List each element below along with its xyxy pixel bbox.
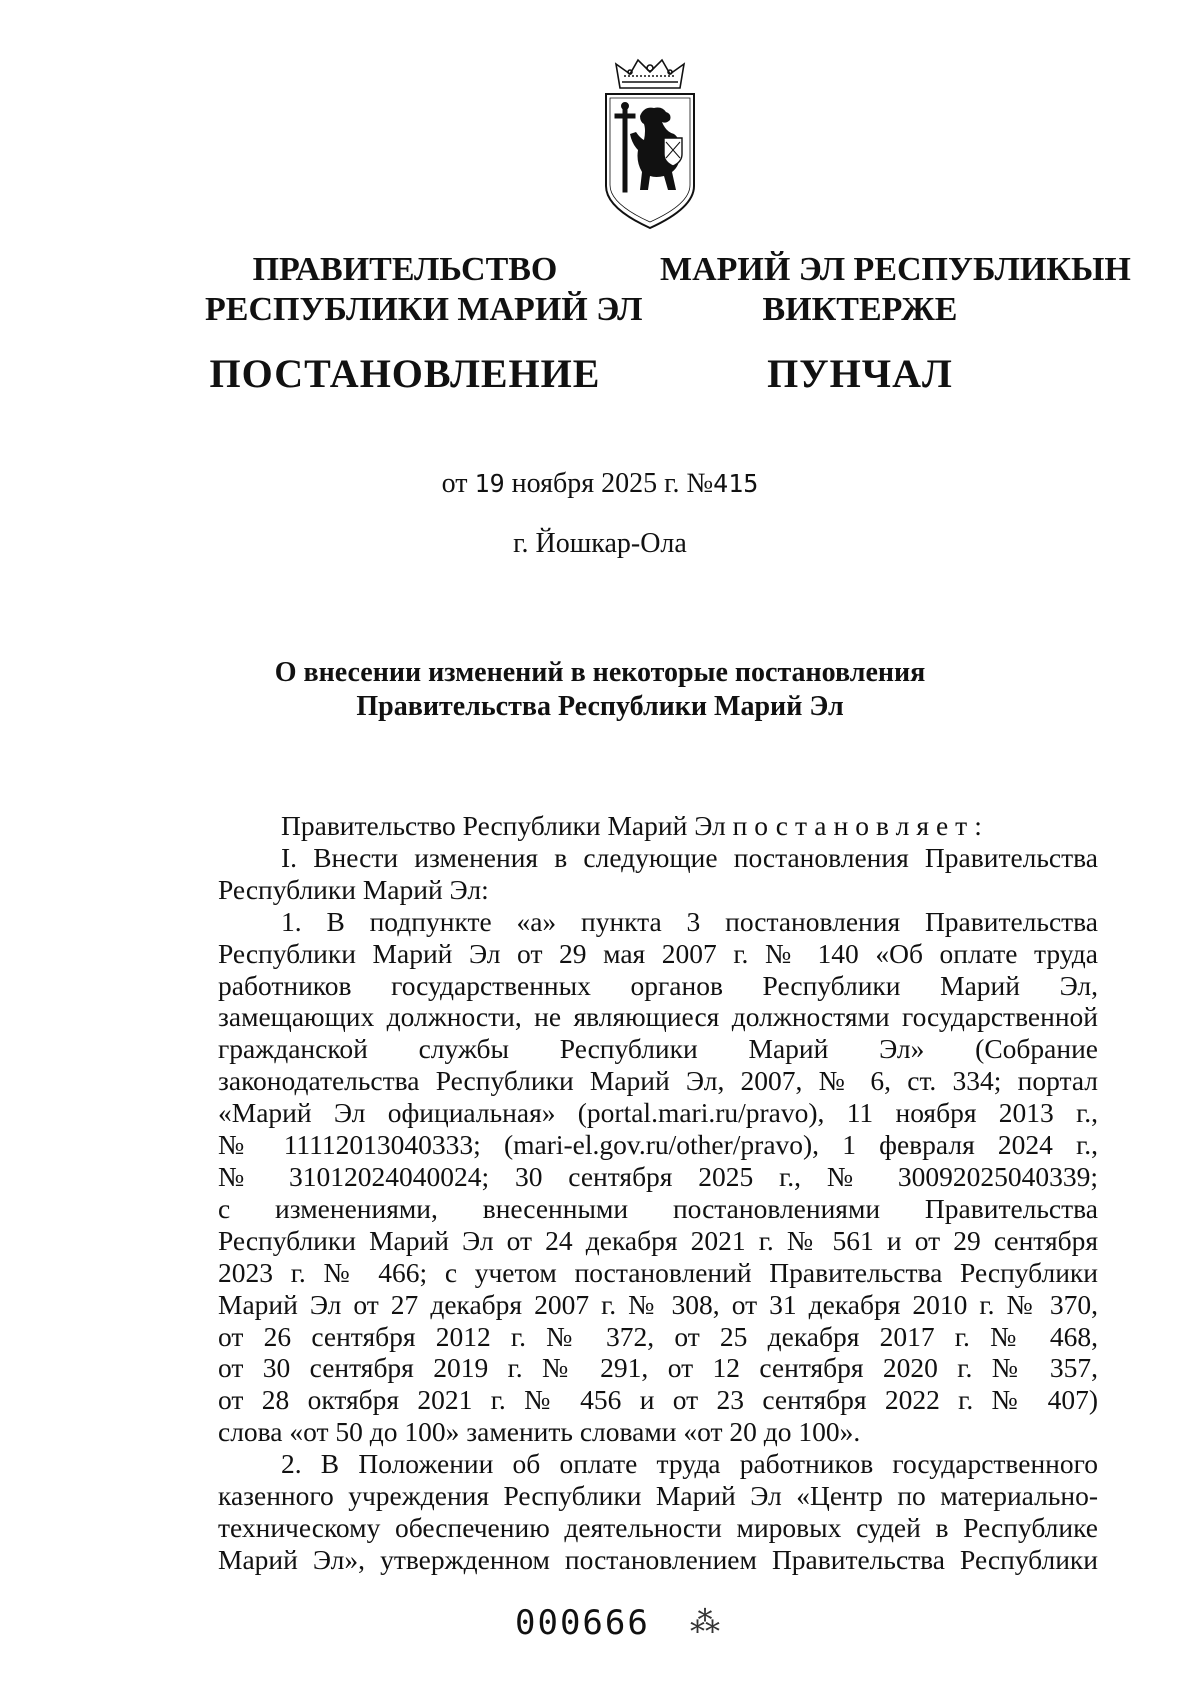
- body-line: № 31012024040024; 30 сентября 2025 г., № 30092025040339;: [218, 1160, 1098, 1192]
- body-line: гражданской службы Республики Марий Эл» (Собрание: [218, 1033, 1098, 1065]
- body-line: от 26 сентября 2012 г. № 372, от 25 декабря 2017 г. № 468,: [218, 1320, 1098, 1352]
- body-line: законодательства Республики Марий Эл, 2007, № 6, ст. 334; портал: [218, 1065, 1098, 1097]
- intro-spaced: постановляет:: [732, 810, 989, 841]
- document-type-mari: ПУНЧАЛ: [767, 351, 953, 396]
- document-body: [218, 810, 1098, 1576]
- date-prefix: от: [441, 468, 468, 499]
- document-city: г. Йошкар-Ола: [513, 528, 687, 559]
- body-line: 2023 г. № 466; с учетом постановлений Правительства Республики: [218, 1256, 1098, 1288]
- body-line: слова «от 50 до 100» заменить словами «от 20 до 100».: [218, 1416, 861, 1448]
- header-left-line2: РЕСПУБЛИКИ МАРИЙ ЭЛ: [205, 291, 643, 328]
- subject-line-1: О внесении изменений в некоторые постановления: [274, 657, 926, 688]
- document-type-ru: ПОСТАНОВЛЕНИЕ: [209, 351, 601, 396]
- date-day: 19: [474, 469, 505, 498]
- body-line: техническому обеспечению деятельности мировых судей в Республике: [218, 1511, 1098, 1543]
- document-subject: [0, 656, 1200, 724]
- header-left: [205, 250, 643, 398]
- body-line: I. Внести изменения в следующие постановления Правительства: [281, 841, 1098, 873]
- date-month-year: ноября 2025 г. №: [511, 468, 714, 499]
- body-line: № 11112013040333; (mari-el.gov.ru/other/pravo), 1 февраля 2024 г.,: [218, 1129, 1098, 1161]
- intro-text: Правительство Республики Марий Эл: [281, 810, 726, 841]
- body-line: замещающих должности, не являющиеся должностями государственной: [218, 1001, 1098, 1033]
- body-line: Республики Марий Эл от 24 декабря 2021 г. № 561 и от 29 сентября: [218, 1224, 1098, 1256]
- asterism-mark: ⁂: [690, 1606, 720, 1639]
- body-line: Марий Эл от 27 декабря 2007 г. № 308, от 31 декабря 2010 г. № 370,: [218, 1288, 1098, 1320]
- body-line: 1. В подпункте «а» пункта 3 постановления Правительства: [281, 905, 1098, 937]
- subject-line-2: Правительства Республики Марий Эл: [356, 691, 844, 722]
- document-date-line: [0, 468, 1200, 500]
- form-serial-number: 000666: [515, 1603, 650, 1643]
- header-right: [660, 250, 1131, 398]
- header-right-line2: ВИКТЕРЖЕ: [762, 291, 958, 328]
- body-line: работников государственных органов Республики Марий Эл,: [218, 969, 1098, 1001]
- body-line: Республики Марий Эл:: [218, 873, 489, 905]
- body-intro: [218, 810, 1098, 842]
- body-line: от 30 сентября 2019 г. № 291, от 12 сентября 2020 г. № 357,: [218, 1352, 1098, 1384]
- body-line: «Марий Эл официальная» (portal.mari.ru/pravo), 11 ноября 2013 г.,: [218, 1097, 1098, 1129]
- coat-of-arms-emblem: [600, 58, 700, 230]
- body-line: казенного учреждения Республики Марий Эл «Центр по материально-: [218, 1480, 1098, 1512]
- body-line: с изменениями, внесенными постановлениями Правительства: [218, 1192, 1098, 1224]
- body-line: от 28 октября 2021 г. № 456 и от 23 сентября 2022 г. № 407): [218, 1384, 1098, 1416]
- crown-icon: [616, 60, 684, 88]
- document-number: 415: [713, 469, 759, 498]
- header-left-line1: ПРАВИТЕЛЬСТВО: [252, 251, 558, 288]
- header-right-line1: МАРИЙ ЭЛ РЕСПУБЛИКЫН: [660, 251, 1131, 288]
- body-line: 2. В Положении об оплате труда работников государственного: [281, 1448, 1098, 1480]
- body-line: Республики Марий Эл от 29 мая 2007 г. № 140 «Об оплате труда: [218, 937, 1098, 969]
- body-line: Марий Эл», утвержденном постановлением Правительства Республики: [218, 1543, 1098, 1575]
